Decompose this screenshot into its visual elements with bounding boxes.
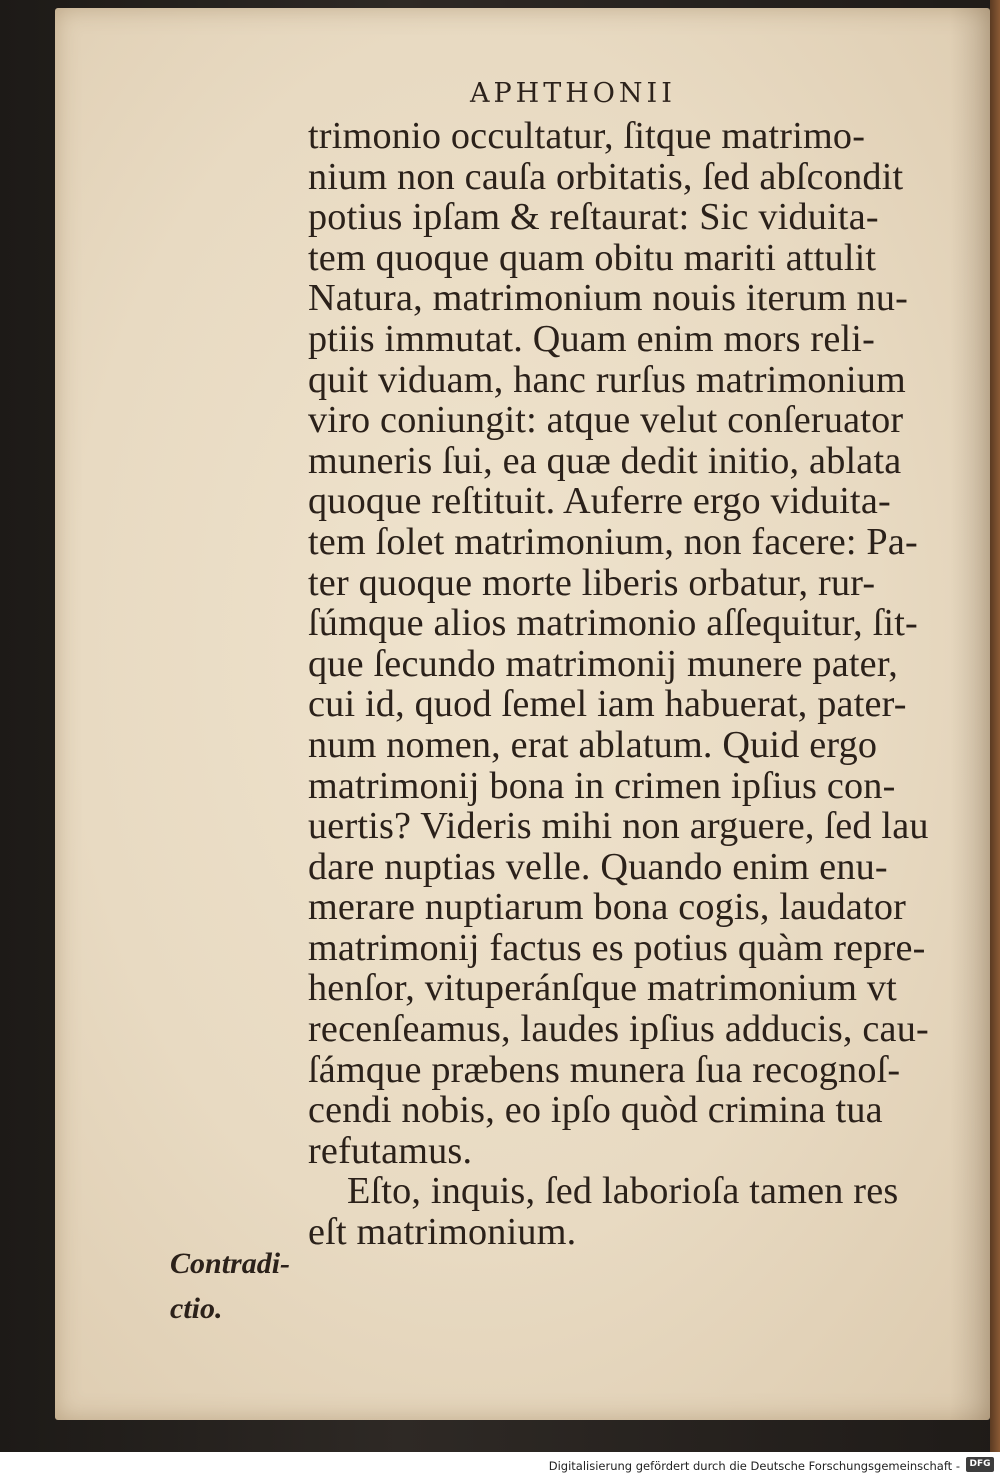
body-text [308,116,978,1253]
book-edge [990,0,1000,1452]
text-line: matrimonij factus es potius quàm repre- [308,926,926,969]
text-line: Natura, matrimonium nouis iterum nu- [308,277,909,320]
dfg-logo: DFG [966,1457,994,1472]
text-line: recenſeamus, laudes ipſius adducis, cau- [308,1008,929,1051]
text-line: ſámque præbens munera ſua recognoſ- [308,1048,901,1091]
text-line: refutamus. [308,1129,473,1172]
text-line: muneris ſui, ea quæ dedit initio, ablata [308,439,902,482]
text-line: nium non cauſa orbitatis, ſed abſcondit [308,155,904,198]
text-line: ſúmque alios matrimonio aſſequitur, ſit- [308,602,918,645]
text-line: num nomen, erat ablatum. Quid ergo [308,723,878,766]
text-line: viro coniungit: atque velut conſeruator [308,399,904,442]
text-line: quit viduam, hanc rurſus matrimonium [308,358,906,401]
marginal-note [170,1241,310,1331]
footer-bar [0,1452,1000,1479]
text-line: tem quoque quam obitu mariti attulit [308,236,877,279]
funding-notice: Digitalisierung gefördert durch die Deutsche Forschungsgemeinschaft - [548,1459,960,1473]
text-line: uertis? Videris mihi non arguere, ſed lau [308,805,929,848]
text-line: que ſecundo matrimonij munere pater, [308,642,898,685]
text-line: Eſto, inquis, ſed laborioſa tamen res [308,1170,899,1213]
running-header: APHTHONII [470,78,676,109]
text-line: cui id, quod ſemel iam habuerat, pater- [308,683,907,726]
text-line: tem ſolet matrimonium, non facere: Pa- [308,520,918,563]
text-line: henſor, vituperánſque matrimonium vt [308,967,897,1010]
text-line: potius ipſam & reſtaurat: Sic viduita- [308,196,879,239]
marginal-note-line: Contradi- [170,1247,291,1280]
text-line: quoque reſtituit. Auferre ergo viduita- [308,480,891,523]
text-line: matrimonij bona in crimen ipſius con- [308,764,896,807]
text-line: ptiis immutat. Quam enim mors reli- [308,317,876,360]
text-line: eſt matrimonium. [308,1211,577,1254]
text-line: dare nuptias velle. Quando enim enu- [308,845,888,888]
text-line: ter quoque morte liberis orbatur, rur- [308,561,876,604]
marginal-note-line: ctio. [170,1292,223,1325]
text-line: trimonio occultatur, ſitque matrimo- [308,115,866,157]
text-line: cendi nobis, eo ipſo quòd crimina tua [308,1089,883,1132]
text-line: merare nuptiarum bona cogis, laudator [308,886,907,929]
